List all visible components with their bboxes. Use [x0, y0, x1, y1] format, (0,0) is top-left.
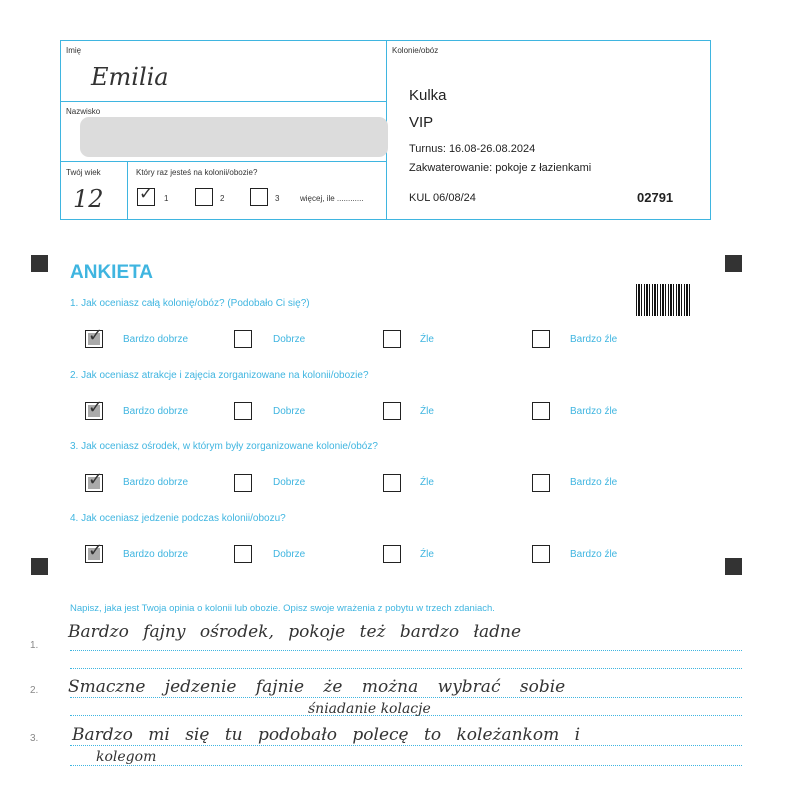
- question-1: 1. Jak oceniasz całą kolonię/obóz? (Podobało Ci się?): [70, 298, 310, 309]
- q1-checkbox-bardzo-dobrze[interactable]: [85, 325, 104, 348]
- times-checkbox-2[interactable]: [195, 188, 213, 206]
- q4-checkbox-dobrze[interactable]: [234, 545, 252, 563]
- line-number: 2.: [30, 685, 39, 696]
- q1-option-label: Bardzo źle: [570, 334, 618, 345]
- times-label: Który raz jesteś na kolonii/obozie?: [136, 168, 258, 177]
- q3-option-label: Źle: [420, 477, 434, 488]
- divider: [61, 101, 386, 102]
- q2-checkbox-zle[interactable]: [383, 402, 401, 420]
- divider: [61, 161, 386, 162]
- q3-option-label: Dobrze: [273, 477, 306, 488]
- answer-line-2-insert: śniadanie kolacje: [308, 701, 431, 717]
- q3-option-label: Bardzo źle: [570, 477, 618, 488]
- dotted-line: [70, 668, 742, 669]
- divider: [127, 161, 128, 219]
- times-checkbox-3[interactable]: [250, 188, 268, 206]
- checkmark-icon: ✓: [88, 540, 104, 561]
- line-number: 1.: [30, 640, 39, 651]
- checkmark-icon: ✓: [139, 184, 154, 204]
- q3-checkbox-zle[interactable]: [383, 474, 401, 492]
- q2-option-label: Dobrze: [273, 406, 306, 417]
- q3-checkbox-bardzo-dobrze[interactable]: [85, 469, 104, 492]
- camp-code: KUL 06/08/24: [409, 192, 476, 204]
- q2-checkbox-bardzo-zle[interactable]: [532, 402, 550, 420]
- q4-option-label: Dobrze: [273, 549, 306, 560]
- checkmark-icon: ✓: [88, 469, 104, 490]
- times-option-more: więcej, ile ............: [300, 194, 364, 203]
- q4-option-label: Bardzo źle: [570, 549, 618, 560]
- dotted-line: [70, 697, 742, 698]
- q2-checkbox-dobrze[interactable]: [234, 402, 252, 420]
- form-number: 02791: [637, 190, 674, 205]
- question-2: 2. Jak oceniasz atrakcje i zajęcia zorganizowane na kolonii/obozie?: [70, 370, 369, 381]
- barcode: [636, 284, 690, 316]
- q1-option-label: Bardzo dobrze: [123, 334, 189, 345]
- q4-checkbox-zle[interactable]: [383, 545, 401, 563]
- line-number: 3.: [30, 733, 39, 744]
- camp-name: Kulka: [409, 87, 447, 104]
- surname-label: Nazwisko: [66, 107, 101, 116]
- answer-line-3: Bardzo mi się tu podobało polecę to koleżankom i: [72, 725, 581, 745]
- q2-option-label: Bardzo źle: [570, 406, 618, 417]
- turnus: Turnus: 16.08-26.08.2024: [409, 143, 536, 155]
- accommodation: Zakwaterowanie: pokoje z łazienkami: [409, 162, 592, 174]
- answer-line-4: kolegom: [96, 749, 157, 765]
- q4-option-label: Źle: [420, 549, 434, 560]
- q1-option-label: Źle: [420, 334, 434, 345]
- registration-marker: [725, 558, 742, 575]
- q4-checkbox-bardzo-zle[interactable]: [532, 545, 550, 563]
- question-4: 4. Jak oceniasz jedzenie podczas kolonii/obozu?: [70, 513, 286, 524]
- camp-label: Kolonie/obóz: [392, 46, 439, 55]
- times-checkbox-1[interactable]: [137, 184, 155, 206]
- q3-checkbox-bardzo-zle[interactable]: [532, 474, 550, 492]
- q1-option-label: Dobrze: [273, 334, 306, 345]
- camp-type: VIP: [409, 114, 434, 131]
- name-label: Imię: [66, 46, 82, 55]
- opinion-prompt: Napisz, jaka jest Twoja opinia o kolonii lub obozie. Opisz swoje wrażenia z pobytu w trzech zdaniach.: [70, 603, 495, 614]
- q2-option-label: Źle: [420, 406, 434, 417]
- q1-checkbox-bardzo-zle[interactable]: [532, 330, 550, 348]
- q4-checkbox-bardzo-dobrze[interactable]: [85, 540, 104, 563]
- registration-marker: [31, 558, 48, 575]
- checkmark-icon: ✓: [88, 325, 104, 346]
- dotted-line: [70, 765, 742, 766]
- q1-checkbox-zle[interactable]: [383, 330, 401, 348]
- times-option-1: 1: [164, 194, 169, 203]
- age-value: 12: [73, 185, 104, 213]
- dotted-line: [70, 745, 742, 746]
- q4-option-label: Bardzo dobrze: [123, 549, 189, 560]
- q1-checkbox-dobrze[interactable]: [234, 330, 252, 348]
- name-value: Emilia: [91, 63, 169, 91]
- survey-title: ANKIETA: [70, 262, 154, 283]
- registration-marker: [725, 255, 742, 272]
- age-label: Twój wiek: [66, 168, 101, 177]
- dotted-line: [70, 650, 742, 651]
- q3-checkbox-dobrze[interactable]: [234, 474, 252, 492]
- answer-line-1: Bardzo fajny ośrodek, pokoje też bardzo ładne: [68, 622, 522, 642]
- answer-line-2: Smaczne jedzenie fajnie że można wybrać sobie: [68, 677, 566, 697]
- redaction-block: [80, 117, 388, 157]
- times-option-2: 2: [220, 194, 225, 203]
- times-option-3: 3: [275, 194, 280, 203]
- question-3: 3. Jak oceniasz ośrodek, w którym były zorganizowane kolonie/obóz?: [70, 441, 378, 452]
- q2-option-label: Bardzo dobrze: [123, 406, 189, 417]
- q2-checkbox-bardzo-dobrze[interactable]: [85, 397, 104, 420]
- registration-marker: [31, 255, 48, 272]
- q3-option-label: Bardzo dobrze: [123, 477, 189, 488]
- checkmark-icon: ✓: [88, 397, 104, 418]
